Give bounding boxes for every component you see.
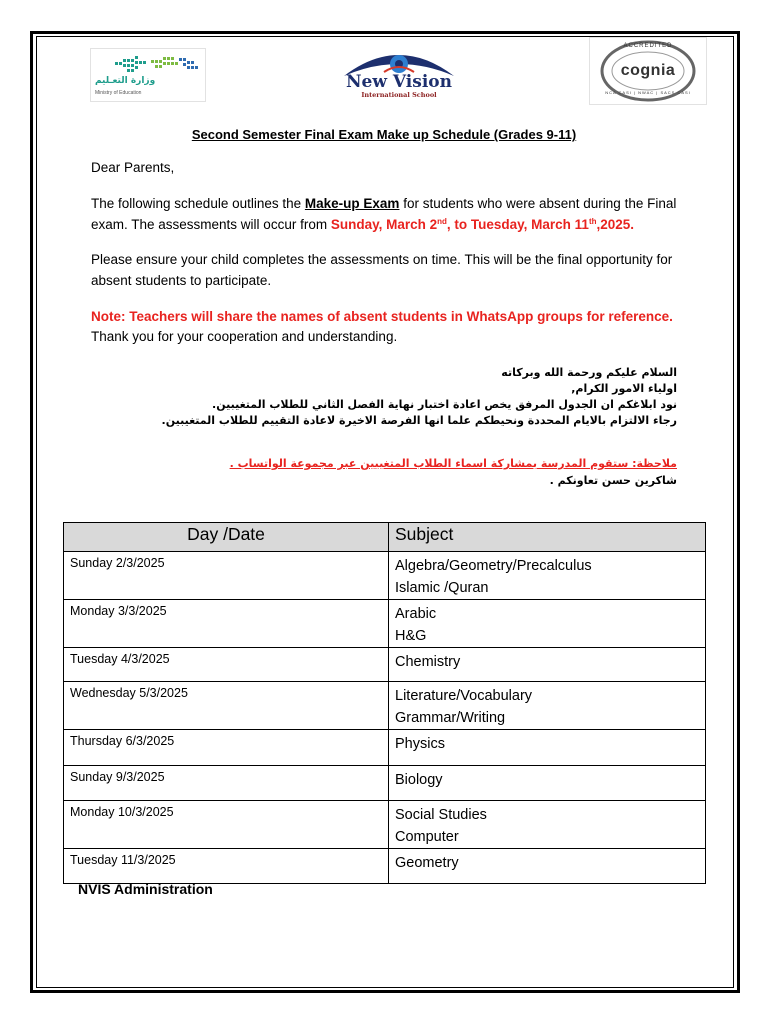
dates-end-sup: th (588, 217, 597, 226)
row-subject (389, 849, 706, 884)
row-day: Sunday 9/3/2025 (64, 766, 389, 801)
row-day: Sunday 2/3/2025 (64, 552, 389, 600)
intro-paragraph (91, 193, 691, 235)
cognia-bottom-text: NCA CASI | NWAC | SACS CASI (605, 90, 691, 95)
dates-end: , to Tuesday, March 11 (446, 217, 589, 232)
greeting: Dear Parents, (91, 160, 175, 175)
ensure-paragraph: Please ensure your child completes the assessments on time. This will be the final opportunity for absent students to participate. (91, 252, 673, 288)
arabic-thanks: شاكرين حسن تعاونكم . (549, 474, 677, 487)
subject-line: Algebra/Geometry/Precalculus (395, 558, 592, 574)
row-day: Monday 3/3/2025 (64, 600, 389, 648)
signature: NVIS Administration (78, 881, 213, 897)
document-title: Second Semester Final Exam Make up Schedule (Grades 9-11) (191, 127, 577, 142)
row-subject (389, 801, 706, 849)
dates-start: Sunday, March 2 (330, 217, 438, 232)
row-day: Monday 10/3/2025 (64, 801, 389, 849)
subject-line: Chemistry (395, 654, 461, 670)
row-day: Thursday 6/3/2025 (64, 730, 389, 766)
arabic-greeting: السلام عليكم ورحمة الله وبركاته (501, 366, 677, 379)
subject-line: Physics (395, 736, 445, 752)
subject-line: H&G (395, 628, 427, 644)
arabic-parents: اولياء الامور الكرام, (571, 382, 677, 395)
subject-line: Literature/Vocabulary (395, 688, 533, 704)
school-subtitle: International School (361, 91, 437, 99)
table-row (64, 730, 706, 766)
arabic-line-commitment: رجاء الالتزام بالايام المحددة ونحيطكم علما انها الفرصة الاخيرة لاعادة التقييم للطلاب المتغيبين. (161, 414, 677, 427)
table-row (64, 552, 706, 600)
table-row (64, 648, 706, 682)
row-subject (389, 682, 706, 730)
thanks-paragraph: Thank you for your cooperation and understanding. (91, 329, 398, 344)
row-subject (389, 648, 706, 682)
row-subject (389, 600, 706, 648)
school-name: New Vision (346, 72, 452, 92)
accredited-text: ACCREDITED (623, 43, 673, 49)
ministry-arabic-name: وزارة التعـليم (95, 76, 156, 86)
school-logo (340, 42, 458, 102)
arabic-note: ملاحظة: ستقوم المدرسة بمشاركة اسماء الطلاب المتغيبين عبر مجموعة الواتساب . (229, 457, 677, 470)
subject-line: Biology (395, 772, 443, 788)
row-day: Tuesday 11/3/2025 (64, 849, 389, 884)
row-day: Tuesday 4/3/2025 (64, 648, 389, 682)
subject-line: Arabic (395, 606, 437, 622)
table-row (64, 682, 706, 730)
ministry-logo (90, 48, 206, 102)
row-subject (389, 766, 706, 801)
makeup-exam-highlight: Make-up Exam (304, 196, 400, 211)
subject-line: Islamic /Quran (395, 580, 489, 596)
schedule-table (63, 522, 706, 884)
row-day: Wednesday 5/3/2025 (64, 682, 389, 730)
arabic-line-schedule: نود ابلاغكم ان الجدول المرفق يخص اعادة اختبار نهاية الفصل الثاني للطلاب المتغيبين. (212, 398, 677, 411)
ministry-dots-icon (115, 56, 199, 74)
header-subject: Subject (389, 523, 706, 552)
dates-year: ,2025. (596, 217, 635, 232)
subject-line: Social Studies (395, 807, 487, 823)
row-subject (389, 552, 706, 600)
intro-part1: The following schedule outlines the (91, 196, 305, 211)
cognia-wordmark: cognia (620, 62, 676, 79)
intro-part2: for students who were absent during the Final exam. The assessments will occur from (91, 196, 677, 232)
subject-line: Geometry (395, 855, 459, 871)
header-day-date: Day /Date (64, 523, 389, 552)
ministry-english-name: Ministry of Education (95, 90, 142, 96)
cognia-logo (589, 37, 707, 105)
note-paragraph: Note: Teachers will share the names of absent students in WhatsApp groups for reference. (91, 309, 673, 324)
table-row (64, 766, 706, 801)
table-row (64, 801, 706, 849)
table-header-row (64, 523, 706, 552)
table-row (64, 849, 706, 884)
subject-line: Grammar/Writing (395, 710, 506, 726)
dates-start-sup: nd (437, 217, 447, 226)
table-row (64, 600, 706, 648)
row-subject (389, 730, 706, 766)
subject-line: Computer (395, 829, 459, 845)
